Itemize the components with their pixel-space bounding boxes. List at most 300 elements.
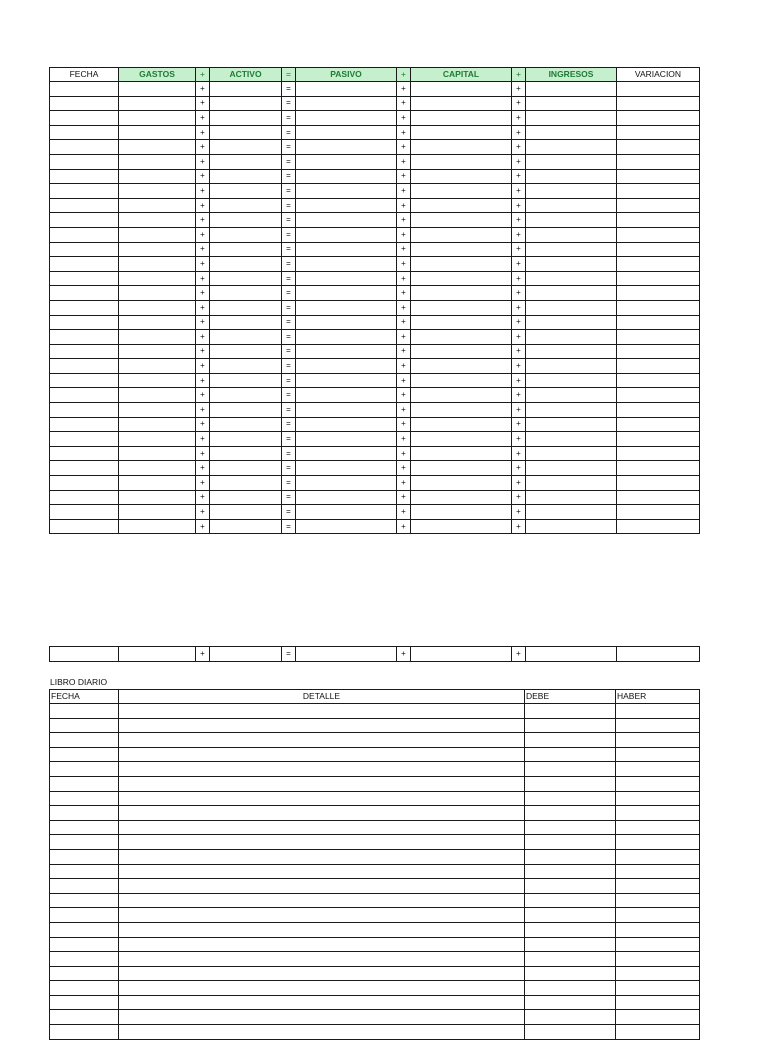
entry-cell[interactable]	[296, 125, 397, 140]
entry-cell[interactable]	[210, 388, 282, 403]
entry-cell[interactable]	[119, 315, 196, 330]
entry-cell[interactable]	[617, 432, 700, 447]
entry-cell[interactable]	[616, 791, 700, 806]
entry-cell[interactable]	[296, 286, 397, 301]
entry-cell[interactable]	[210, 169, 282, 184]
entry-cell[interactable]	[526, 315, 617, 330]
entry-cell[interactable]	[296, 330, 397, 345]
entry-cell[interactable]	[50, 330, 119, 345]
entry-cell[interactable]	[210, 315, 282, 330]
entry-cell[interactable]	[296, 82, 397, 97]
entry-cell[interactable]	[50, 125, 119, 140]
entry-cell[interactable]	[526, 373, 617, 388]
entry-cell[interactable]	[526, 154, 617, 169]
entry-cell[interactable]	[119, 806, 525, 821]
total-cell[interactable]	[119, 647, 196, 662]
entry-cell[interactable]	[525, 791, 616, 806]
entry-cell[interactable]	[296, 388, 397, 403]
entry-cell[interactable]	[296, 403, 397, 418]
entry-cell[interactable]	[210, 286, 282, 301]
entry-cell[interactable]	[50, 344, 119, 359]
entry-cell[interactable]	[50, 82, 119, 97]
entry-cell[interactable]	[526, 82, 617, 97]
entry-cell[interactable]	[525, 762, 616, 777]
entry-cell[interactable]	[210, 184, 282, 199]
entry-cell[interactable]	[210, 432, 282, 447]
entry-cell[interactable]	[617, 330, 700, 345]
entry-cell[interactable]	[210, 271, 282, 286]
entry-cell[interactable]	[411, 242, 512, 257]
entry-cell[interactable]	[50, 213, 119, 228]
entry-cell[interactable]	[119, 213, 196, 228]
entry-cell[interactable]	[617, 96, 700, 111]
entry-cell[interactable]	[50, 184, 119, 199]
entry-cell[interactable]	[50, 879, 119, 894]
entry-cell[interactable]	[617, 140, 700, 155]
entry-cell[interactable]	[119, 227, 196, 242]
entry-cell[interactable]	[411, 286, 512, 301]
total-cell[interactable]	[210, 647, 282, 662]
entry-cell[interactable]	[50, 461, 119, 476]
entry-cell[interactable]	[411, 373, 512, 388]
entry-cell[interactable]	[50, 271, 119, 286]
entry-cell[interactable]	[617, 154, 700, 169]
entry-cell[interactable]	[525, 952, 616, 967]
entry-cell[interactable]	[210, 213, 282, 228]
total-cell[interactable]	[526, 647, 617, 662]
entry-cell[interactable]	[616, 1010, 700, 1025]
entry-cell[interactable]	[617, 111, 700, 126]
entry-cell[interactable]	[50, 937, 119, 952]
entry-cell[interactable]	[617, 490, 700, 505]
entry-cell[interactable]	[296, 490, 397, 505]
entry-cell[interactable]	[296, 505, 397, 520]
entry-cell[interactable]	[411, 111, 512, 126]
entry-cell[interactable]	[526, 286, 617, 301]
entry-cell[interactable]	[616, 922, 700, 937]
total-cell[interactable]	[411, 647, 512, 662]
entry-cell[interactable]	[119, 169, 196, 184]
entry-cell[interactable]	[210, 125, 282, 140]
entry-cell[interactable]	[525, 937, 616, 952]
entry-cell[interactable]	[210, 505, 282, 520]
entry-cell[interactable]	[119, 776, 525, 791]
entry-cell[interactable]	[50, 519, 119, 534]
entry-cell[interactable]	[525, 733, 616, 748]
entry-cell[interactable]	[119, 198, 196, 213]
entry-cell[interactable]	[411, 257, 512, 272]
entry-cell[interactable]	[50, 169, 119, 184]
entry-cell[interactable]	[525, 747, 616, 762]
entry-cell[interactable]	[50, 704, 119, 719]
entry-cell[interactable]	[296, 111, 397, 126]
entry-cell[interactable]	[296, 257, 397, 272]
entry-cell[interactable]	[411, 432, 512, 447]
entry-cell[interactable]	[411, 140, 512, 155]
entry-cell[interactable]	[617, 82, 700, 97]
entry-cell[interactable]	[119, 96, 196, 111]
entry-cell[interactable]	[411, 461, 512, 476]
entry-cell[interactable]	[50, 806, 119, 821]
entry-cell[interactable]	[50, 286, 119, 301]
entry-cell[interactable]	[119, 140, 196, 155]
entry-cell[interactable]	[210, 446, 282, 461]
entry-cell[interactable]	[526, 125, 617, 140]
entry-cell[interactable]	[119, 922, 525, 937]
entry-cell[interactable]	[526, 271, 617, 286]
entry-cell[interactable]	[411, 344, 512, 359]
entry-cell[interactable]	[50, 300, 119, 315]
entry-cell[interactable]	[50, 1025, 119, 1040]
entry-cell[interactable]	[616, 879, 700, 894]
entry-cell[interactable]	[210, 198, 282, 213]
entry-cell[interactable]	[526, 490, 617, 505]
entry-cell[interactable]	[210, 344, 282, 359]
entry-cell[interactable]	[50, 995, 119, 1010]
entry-cell[interactable]	[411, 417, 512, 432]
total-cell[interactable]	[296, 647, 397, 662]
entry-cell[interactable]	[616, 747, 700, 762]
entry-cell[interactable]	[411, 96, 512, 111]
entry-cell[interactable]	[119, 82, 196, 97]
entry-cell[interactable]	[50, 776, 119, 791]
entry-cell[interactable]	[526, 242, 617, 257]
entry-cell[interactable]	[119, 966, 525, 981]
entry-cell[interactable]	[525, 864, 616, 879]
entry-cell[interactable]	[296, 169, 397, 184]
entry-cell[interactable]	[296, 476, 397, 491]
entry-cell[interactable]	[296, 242, 397, 257]
entry-cell[interactable]	[411, 271, 512, 286]
entry-cell[interactable]	[411, 198, 512, 213]
entry-cell[interactable]	[526, 446, 617, 461]
entry-cell[interactable]	[210, 140, 282, 155]
entry-cell[interactable]	[119, 908, 525, 923]
entry-cell[interactable]	[119, 184, 196, 199]
entry-cell[interactable]	[210, 257, 282, 272]
entry-cell[interactable]	[617, 286, 700, 301]
entry-cell[interactable]	[617, 242, 700, 257]
entry-cell[interactable]	[50, 864, 119, 879]
entry-cell[interactable]	[210, 490, 282, 505]
entry-cell[interactable]	[526, 169, 617, 184]
entry-cell[interactable]	[525, 908, 616, 923]
entry-cell[interactable]	[50, 762, 119, 777]
entry-cell[interactable]	[411, 476, 512, 491]
entry-cell[interactable]	[296, 315, 397, 330]
entry-cell[interactable]	[119, 879, 525, 894]
entry-cell[interactable]	[50, 849, 119, 864]
entry-cell[interactable]	[616, 835, 700, 850]
entry-cell[interactable]	[50, 315, 119, 330]
entry-cell[interactable]	[526, 417, 617, 432]
entry-cell[interactable]	[296, 373, 397, 388]
entry-cell[interactable]	[617, 505, 700, 520]
entry-cell[interactable]	[525, 922, 616, 937]
entry-cell[interactable]	[119, 505, 196, 520]
entry-cell[interactable]	[296, 359, 397, 374]
entry-cell[interactable]	[616, 849, 700, 864]
entry-cell[interactable]	[119, 849, 525, 864]
entry-cell[interactable]	[50, 1010, 119, 1025]
entry-cell[interactable]	[296, 461, 397, 476]
entry-cell[interactable]	[411, 184, 512, 199]
entry-cell[interactable]	[50, 96, 119, 111]
entry-cell[interactable]	[50, 966, 119, 981]
entry-cell[interactable]	[616, 820, 700, 835]
entry-cell[interactable]	[210, 461, 282, 476]
entry-cell[interactable]	[617, 125, 700, 140]
entry-cell[interactable]	[616, 981, 700, 996]
entry-cell[interactable]	[411, 315, 512, 330]
entry-cell[interactable]	[210, 300, 282, 315]
entry-cell[interactable]	[50, 747, 119, 762]
entry-cell[interactable]	[411, 446, 512, 461]
entry-cell[interactable]	[525, 893, 616, 908]
entry-cell[interactable]	[616, 776, 700, 791]
entry-cell[interactable]	[50, 476, 119, 491]
entry-cell[interactable]	[617, 257, 700, 272]
entry-cell[interactable]	[119, 835, 525, 850]
entry-cell[interactable]	[617, 198, 700, 213]
entry-cell[interactable]	[119, 461, 196, 476]
entry-cell[interactable]	[50, 490, 119, 505]
entry-cell[interactable]	[411, 82, 512, 97]
entry-cell[interactable]	[119, 893, 525, 908]
entry-cell[interactable]	[525, 718, 616, 733]
entry-cell[interactable]	[525, 1010, 616, 1025]
entry-cell[interactable]	[210, 111, 282, 126]
entry-cell[interactable]	[119, 704, 525, 719]
entry-cell[interactable]	[411, 300, 512, 315]
total-cell[interactable]	[617, 647, 700, 662]
entry-cell[interactable]	[616, 952, 700, 967]
entry-cell[interactable]	[617, 344, 700, 359]
entry-cell[interactable]	[296, 184, 397, 199]
entry-cell[interactable]	[526, 140, 617, 155]
entry-cell[interactable]	[617, 461, 700, 476]
entry-cell[interactable]	[50, 893, 119, 908]
entry-cell[interactable]	[119, 937, 525, 952]
entry-cell[interactable]	[616, 908, 700, 923]
entry-cell[interactable]	[296, 271, 397, 286]
entry-cell[interactable]	[50, 718, 119, 733]
entry-cell[interactable]	[526, 388, 617, 403]
entry-cell[interactable]	[526, 96, 617, 111]
entry-cell[interactable]	[296, 96, 397, 111]
entry-cell[interactable]	[411, 359, 512, 374]
entry-cell[interactable]	[210, 154, 282, 169]
entry-cell[interactable]	[50, 505, 119, 520]
entry-cell[interactable]	[411, 490, 512, 505]
entry-cell[interactable]	[119, 762, 525, 777]
entry-cell[interactable]	[210, 373, 282, 388]
entry-cell[interactable]	[50, 820, 119, 835]
entry-cell[interactable]	[50, 111, 119, 126]
entry-cell[interactable]	[526, 476, 617, 491]
entry-cell[interactable]	[119, 417, 196, 432]
entry-cell[interactable]	[119, 111, 196, 126]
entry-cell[interactable]	[119, 733, 525, 748]
entry-cell[interactable]	[50, 257, 119, 272]
entry-cell[interactable]	[50, 981, 119, 996]
entry-cell[interactable]	[119, 1010, 525, 1025]
entry-cell[interactable]	[210, 519, 282, 534]
entry-cell[interactable]	[210, 227, 282, 242]
entry-cell[interactable]	[616, 937, 700, 952]
entry-cell[interactable]	[617, 213, 700, 228]
entry-cell[interactable]	[296, 519, 397, 534]
entry-cell[interactable]	[119, 747, 525, 762]
entry-cell[interactable]	[50, 403, 119, 418]
entry-cell[interactable]	[210, 82, 282, 97]
entry-cell[interactable]	[616, 966, 700, 981]
entry-cell[interactable]	[616, 995, 700, 1010]
entry-cell[interactable]	[616, 864, 700, 879]
entry-cell[interactable]	[526, 505, 617, 520]
entry-cell[interactable]	[119, 820, 525, 835]
entry-cell[interactable]	[119, 286, 196, 301]
entry-cell[interactable]	[616, 893, 700, 908]
entry-cell[interactable]	[119, 344, 196, 359]
entry-cell[interactable]	[119, 718, 525, 733]
entry-cell[interactable]	[119, 446, 196, 461]
entry-cell[interactable]	[296, 227, 397, 242]
entry-cell[interactable]	[525, 820, 616, 835]
entry-cell[interactable]	[296, 432, 397, 447]
entry-cell[interactable]	[119, 519, 196, 534]
entry-cell[interactable]	[119, 432, 196, 447]
entry-cell[interactable]	[525, 806, 616, 821]
entry-cell[interactable]	[525, 966, 616, 981]
entry-cell[interactable]	[50, 359, 119, 374]
entry-cell[interactable]	[50, 417, 119, 432]
entry-cell[interactable]	[617, 403, 700, 418]
entry-cell[interactable]	[119, 864, 525, 879]
entry-cell[interactable]	[526, 403, 617, 418]
entry-cell[interactable]	[617, 388, 700, 403]
entry-cell[interactable]	[50, 242, 119, 257]
entry-cell[interactable]	[119, 373, 196, 388]
entry-cell[interactable]	[526, 461, 617, 476]
entry-cell[interactable]	[525, 776, 616, 791]
entry-cell[interactable]	[210, 476, 282, 491]
entry-cell[interactable]	[411, 154, 512, 169]
entry-cell[interactable]	[617, 417, 700, 432]
entry-cell[interactable]	[119, 476, 196, 491]
entry-cell[interactable]	[617, 476, 700, 491]
entry-cell[interactable]	[50, 140, 119, 155]
entry-cell[interactable]	[119, 359, 196, 374]
entry-cell[interactable]	[617, 184, 700, 199]
entry-cell[interactable]	[525, 1025, 616, 1040]
entry-cell[interactable]	[50, 388, 119, 403]
entry-cell[interactable]	[210, 359, 282, 374]
entry-cell[interactable]	[296, 154, 397, 169]
entry-cell[interactable]	[119, 154, 196, 169]
entry-cell[interactable]	[616, 718, 700, 733]
entry-cell[interactable]	[411, 169, 512, 184]
entry-cell[interactable]	[411, 213, 512, 228]
entry-cell[interactable]	[296, 213, 397, 228]
entry-cell[interactable]	[50, 908, 119, 923]
entry-cell[interactable]	[616, 733, 700, 748]
entry-cell[interactable]	[119, 257, 196, 272]
entry-cell[interactable]	[50, 198, 119, 213]
entry-cell[interactable]	[526, 111, 617, 126]
entry-cell[interactable]	[119, 271, 196, 286]
entry-cell[interactable]	[411, 227, 512, 242]
entry-cell[interactable]	[526, 213, 617, 228]
entry-cell[interactable]	[119, 388, 196, 403]
entry-cell[interactable]	[525, 879, 616, 894]
entry-cell[interactable]	[526, 359, 617, 374]
entry-cell[interactable]	[616, 704, 700, 719]
entry-cell[interactable]	[617, 315, 700, 330]
entry-cell[interactable]	[616, 806, 700, 821]
entry-cell[interactable]	[50, 154, 119, 169]
entry-cell[interactable]	[617, 446, 700, 461]
entry-cell[interactable]	[50, 432, 119, 447]
entry-cell[interactable]	[119, 791, 525, 806]
entry-cell[interactable]	[210, 242, 282, 257]
entry-cell[interactable]	[50, 922, 119, 937]
entry-cell[interactable]	[526, 257, 617, 272]
entry-cell[interactable]	[617, 359, 700, 374]
entry-cell[interactable]	[411, 330, 512, 345]
entry-cell[interactable]	[617, 169, 700, 184]
entry-cell[interactable]	[119, 403, 196, 418]
entry-cell[interactable]	[50, 952, 119, 967]
entry-cell[interactable]	[617, 271, 700, 286]
entry-cell[interactable]	[617, 373, 700, 388]
entry-cell[interactable]	[616, 1025, 700, 1040]
entry-cell[interactable]	[411, 519, 512, 534]
entry-cell[interactable]	[617, 227, 700, 242]
entry-cell[interactable]	[119, 1025, 525, 1040]
entry-cell[interactable]	[50, 227, 119, 242]
entry-cell[interactable]	[411, 125, 512, 140]
entry-cell[interactable]	[526, 432, 617, 447]
entry-cell[interactable]	[526, 198, 617, 213]
entry-cell[interactable]	[119, 125, 196, 140]
entry-cell[interactable]	[296, 344, 397, 359]
entry-cell[interactable]	[210, 403, 282, 418]
entry-cell[interactable]	[526, 184, 617, 199]
entry-cell[interactable]	[119, 995, 525, 1010]
entry-cell[interactable]	[617, 300, 700, 315]
entry-cell[interactable]	[617, 519, 700, 534]
entry-cell[interactable]	[50, 835, 119, 850]
entry-cell[interactable]	[411, 388, 512, 403]
entry-cell[interactable]	[525, 849, 616, 864]
entry-cell[interactable]	[526, 344, 617, 359]
entry-cell[interactable]	[411, 505, 512, 520]
entry-cell[interactable]	[296, 446, 397, 461]
entry-cell[interactable]	[119, 330, 196, 345]
entry-cell[interactable]	[296, 140, 397, 155]
entry-cell[interactable]	[50, 373, 119, 388]
entry-cell[interactable]	[119, 300, 196, 315]
entry-cell[interactable]	[526, 519, 617, 534]
entry-cell[interactable]	[119, 981, 525, 996]
entry-cell[interactable]	[210, 96, 282, 111]
entry-cell[interactable]	[119, 952, 525, 967]
entry-cell[interactable]	[119, 490, 196, 505]
total-cell[interactable]	[50, 647, 119, 662]
entry-cell[interactable]	[525, 981, 616, 996]
entry-cell[interactable]	[525, 704, 616, 719]
